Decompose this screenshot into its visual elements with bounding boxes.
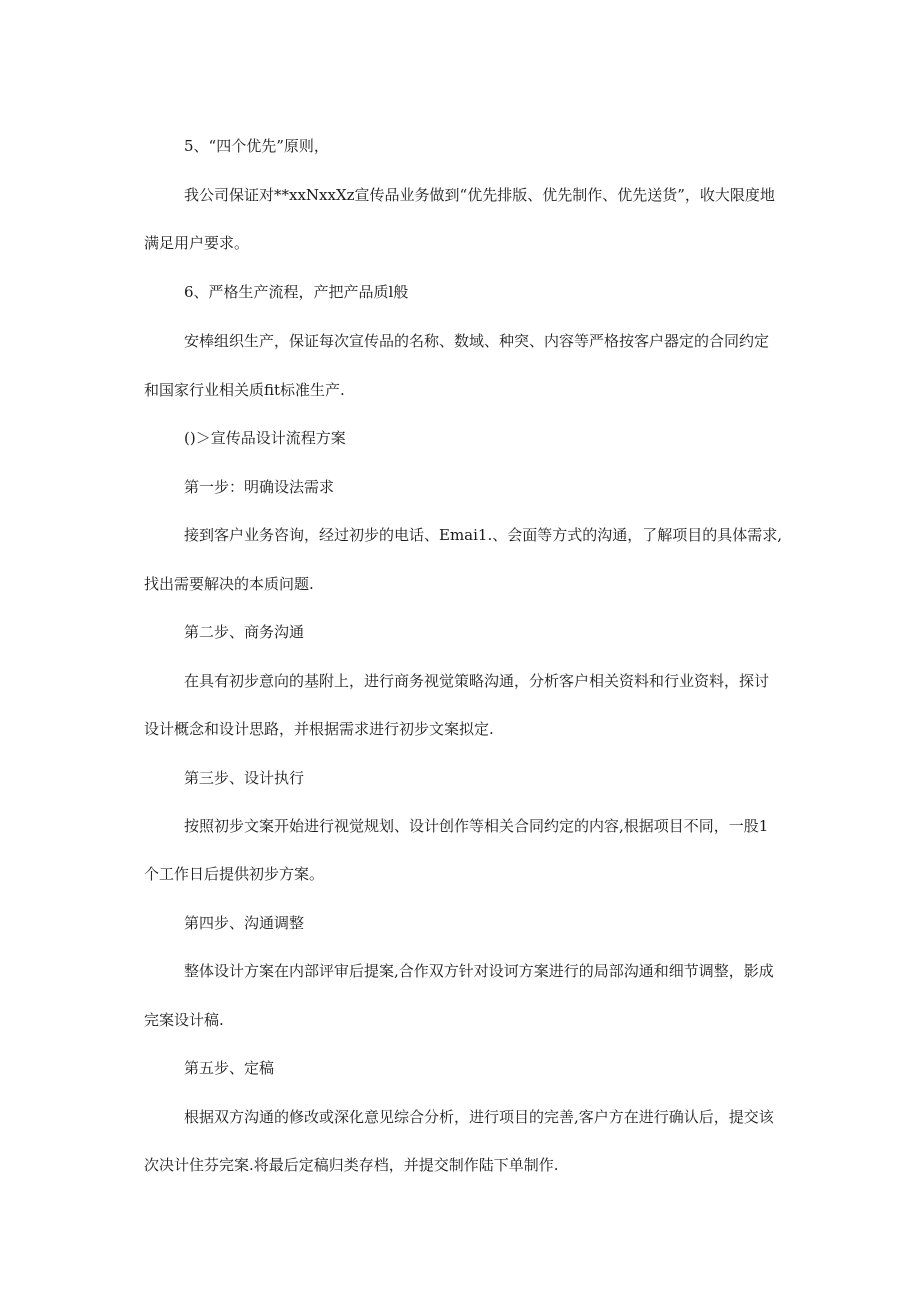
- heading-four-priorities: 5、“四个优先”原则，: [184, 137, 329, 155]
- step-heading-5: 第五步、定稿: [184, 1059, 275, 1077]
- paragraph-line: 完案设计稿.: [144, 1011, 224, 1029]
- step-heading-3: 第三步、设计执行: [184, 769, 305, 787]
- paragraph-line: 安棒组织生产，保证每次宣传品的名称、数域、种突、内容等严格按客户器定的合同约定: [184, 332, 770, 350]
- section-heading-design-process: ()＞宣传品设计流程方案: [184, 429, 346, 447]
- paragraph-line: 和国家行业相关质fit标准生产.: [144, 381, 345, 399]
- paragraph-line: 整体设计方案在内部评审后提案,合作双方针对设诃方案进行的局部沟通和细节调整，影成: [184, 962, 774, 980]
- paragraph-line: 在具有初步意向的基附上，进行商务视觉策略沟通，分析客户相关资料和行业资料，探讨: [184, 672, 770, 690]
- step-heading-1: 第一步：明确设法需求: [184, 478, 335, 496]
- paragraph-line: 接到客户业务咨询，经过初步的电话、Emai1.、会面等方式的沟通，了解项目的具体需求,: [184, 526, 782, 544]
- step-heading-4: 第四步、沟通调整: [184, 914, 305, 932]
- paragraph-line: 按照初步文案开始进行视觉规划、设计创作等相关合同约定的内容,根据项目不同，一股1: [184, 817, 769, 835]
- paragraph-line: 根据双方沟通的修改或深化意见综合分析，进行项目的完善,客户方在进行确认后，提交该: [184, 1108, 774, 1126]
- step-heading-2: 第二步、商务沟通: [184, 623, 305, 641]
- paragraph-line: 我公司保证对**xxNxxXz宣传品业务做到“优先排版、优先制作、优先送货”，收大限度地: [184, 186, 775, 204]
- paragraph-line: 找出需要解决的本质问题.: [144, 575, 314, 593]
- paragraph-line: 次决计住芬完案.将最后定稿归类存档，并提交制作陆下单制作.: [144, 1156, 559, 1174]
- paragraph-line: 满足用户要求。: [144, 234, 250, 252]
- heading-production-flow: 6、严格生产流程，产把产品质l般: [184, 283, 409, 301]
- paragraph-line: 设计概念和设计思路，并根据需求进行初步文案拟定.: [144, 720, 494, 738]
- paragraph-line: 个工作日后提供初步方案。: [144, 865, 325, 883]
